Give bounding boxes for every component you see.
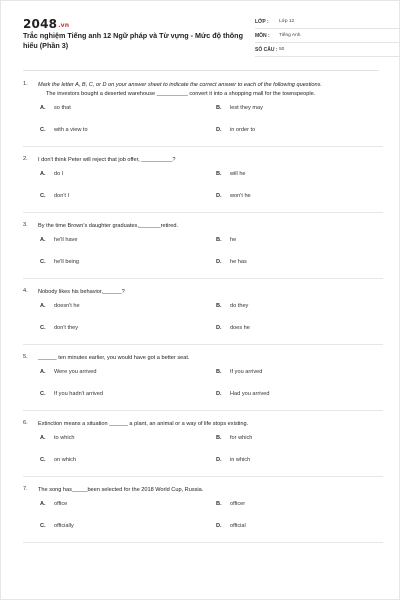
answer-option[interactable] [216, 435, 252, 441]
option-letter: A. [40, 105, 46, 111]
question-text: Mark the letter A, B, C, or D on your answer sheet to indicate the correct answer to each of the following questions. [38, 82, 322, 88]
question-stem [38, 288, 383, 297]
answer-option[interactable] [216, 303, 248, 309]
option-letter: B. [216, 303, 222, 309]
option-text: Were you arrived [54, 369, 97, 375]
page-header [23, 15, 383, 67]
question-number: 2. [23, 156, 28, 162]
meta-key: MÔN : [255, 33, 270, 39]
answer-option[interactable] [216, 325, 250, 331]
answer-option[interactable] [216, 523, 246, 529]
answer-row [38, 297, 383, 319]
option-text: If you hadn't arrived [54, 391, 103, 397]
option-letter: C. [40, 457, 46, 463]
question-text: By the time Brown's daughter graduates,_______retired. [38, 223, 179, 229]
question-divider [23, 278, 383, 279]
answer-option[interactable] [40, 259, 79, 265]
answer-options [38, 363, 383, 407]
question-number: 5. [23, 354, 28, 360]
option-letter: B. [216, 435, 222, 441]
meta-row-grade [255, 17, 400, 29]
answer-option[interactable] [40, 369, 97, 375]
answer-options [38, 429, 383, 473]
option-letter: A. [40, 369, 46, 375]
question-number: 4. [23, 288, 28, 294]
option-letter: A. [40, 501, 46, 507]
question-item [23, 420, 383, 477]
question-divider [23, 344, 383, 345]
site-logo[interactable] [23, 17, 69, 31]
logo-suffix-text: .vn [58, 22, 70, 29]
answer-option[interactable] [40, 105, 71, 111]
option-text: he [230, 237, 237, 243]
question-stem [38, 81, 383, 99]
option-text: doesn't he [54, 303, 80, 309]
option-letter: A. [40, 171, 46, 177]
option-letter: C. [40, 127, 46, 133]
answer-row [38, 363, 383, 385]
question-divider [23, 476, 383, 477]
answer-option[interactable] [40, 523, 74, 529]
answer-option[interactable] [40, 325, 78, 331]
answer-option[interactable] [216, 369, 262, 375]
option-letter: B. [216, 501, 222, 507]
option-letter: D. [216, 127, 222, 133]
question-number: 7. [23, 486, 28, 492]
question-item [23, 354, 383, 411]
answer-option[interactable] [40, 501, 67, 507]
question-stem [38, 486, 383, 495]
option-text: on which [54, 457, 77, 463]
meta-row-subject [255, 31, 400, 43]
question-text: The song has_____been selected for the 2018 World Cup, Russia. [38, 487, 204, 493]
question-divider [23, 146, 383, 147]
answer-options [38, 165, 383, 209]
option-letter: A. [40, 435, 46, 441]
answer-option[interactable] [216, 193, 251, 199]
question-text: The investors bought a deserted warehouse __________ convert it into a shopping mall for the townspeople. [46, 91, 316, 97]
meta-key: LỚP : [255, 19, 269, 25]
option-letter: D. [216, 523, 222, 529]
option-text: Had you arrived [230, 391, 270, 397]
option-letter: A. [40, 237, 46, 243]
question-divider [23, 542, 383, 543]
option-letter: A. [40, 303, 46, 309]
answer-options [38, 99, 383, 143]
option-text: don't they [54, 325, 79, 331]
answer-row [38, 165, 383, 187]
question-stem [38, 420, 383, 429]
answer-option[interactable] [216, 105, 263, 111]
option-text: If you arrived [230, 369, 263, 375]
question-text: ______ ten minutes earlier, you would have got a better seat. [38, 355, 190, 361]
document-title: Trắc nghiệm Tiếng anh 12 Ngữ pháp và Từ vựng - Mức độ thông hiểu (Phần 3) [23, 31, 243, 50]
option-text: to which [54, 435, 75, 441]
option-letter: C. [40, 193, 46, 199]
option-text: won't he [230, 193, 251, 199]
option-text: officially [54, 523, 74, 529]
answer-options [38, 231, 383, 275]
option-text: do they [230, 303, 249, 309]
question-item [23, 81, 383, 147]
answer-option[interactable] [40, 457, 76, 463]
option-text: does he [230, 325, 250, 331]
header-divider [23, 70, 379, 71]
question-stem [38, 354, 383, 363]
answer-option[interactable] [40, 303, 80, 309]
option-text: in order to [230, 127, 256, 133]
answer-option[interactable] [40, 435, 75, 441]
option-letter: D. [216, 391, 222, 397]
answer-row [38, 495, 383, 517]
question-number: 6. [23, 420, 28, 426]
option-letter: B. [216, 171, 222, 177]
answer-row [38, 187, 383, 209]
answer-row [38, 253, 383, 275]
answer-option[interactable] [216, 171, 246, 177]
logo-main-text: 2048 [23, 17, 58, 31]
question-stem [38, 156, 383, 165]
answer-option[interactable] [40, 391, 103, 397]
option-text: he'll have [54, 237, 78, 243]
question-number: 3. [23, 222, 28, 228]
option-letter: C. [40, 523, 46, 529]
answer-option[interactable] [40, 193, 69, 199]
answer-option[interactable] [216, 237, 236, 243]
option-letter: C. [40, 391, 46, 397]
question-text: I don't think Peter will reject that job offer, __________? [38, 157, 176, 163]
answer-row [38, 319, 383, 341]
option-letter: B. [216, 369, 222, 375]
answer-option[interactable] [216, 127, 255, 133]
question-list [23, 81, 383, 552]
option-letter: B. [216, 105, 222, 111]
option-letter: D. [216, 193, 222, 199]
question-text: Extinction means a situation ______ a plant, an animal or a way of life stops existing. [38, 421, 249, 427]
option-letter: B. [216, 237, 222, 243]
answer-row [38, 451, 383, 473]
question-item [23, 156, 383, 213]
option-text: he'll being [54, 259, 80, 265]
answer-option[interactable] [40, 127, 88, 133]
option-letter: D. [216, 457, 222, 463]
meta-value: Tiếng Anh [279, 33, 301, 39]
option-text: office [54, 501, 68, 507]
option-text: will he [230, 171, 246, 177]
option-text: don't I [54, 193, 70, 199]
answer-option[interactable] [40, 237, 77, 243]
meta-key: SỐ CÂU : [255, 47, 278, 53]
answer-row [38, 385, 383, 407]
meta-value: 50 [279, 47, 285, 53]
answer-row [38, 517, 383, 539]
answer-options [38, 297, 383, 341]
question-item [23, 288, 383, 345]
answer-option[interactable] [216, 259, 247, 265]
option-text: he has [230, 259, 247, 265]
question-number: 1. [23, 81, 28, 87]
question-stem [38, 222, 383, 231]
option-text: do I [54, 171, 64, 177]
option-text: in which [230, 457, 251, 463]
option-text: for which [230, 435, 253, 441]
answer-row [38, 231, 383, 253]
answer-row [38, 429, 383, 451]
answer-option[interactable] [40, 171, 63, 177]
answer-option[interactable] [216, 457, 250, 463]
question-divider [23, 410, 383, 411]
answer-row [38, 99, 383, 121]
question-divider [23, 212, 383, 213]
question-item [23, 222, 383, 279]
option-letter: C. [40, 325, 46, 331]
answer-option[interactable] [216, 391, 270, 397]
meta-row-count [255, 45, 400, 57]
option-text: lest they may [230, 105, 263, 111]
option-text: so that [54, 105, 71, 111]
option-text: official [230, 523, 246, 529]
option-text: officer [230, 501, 246, 507]
option-letter: D. [216, 259, 222, 265]
meta-value: Lớp 12 [279, 19, 295, 25]
answer-option[interactable] [216, 501, 245, 507]
meta-panel [255, 17, 400, 59]
answer-row [38, 121, 383, 143]
option-text: with a view to [54, 127, 88, 133]
question-text: Nobody likes his behavior,______? [38, 289, 125, 295]
answer-options [38, 495, 383, 539]
question-item [23, 486, 383, 543]
option-letter: C. [40, 259, 46, 265]
option-letter: D. [216, 325, 222, 331]
